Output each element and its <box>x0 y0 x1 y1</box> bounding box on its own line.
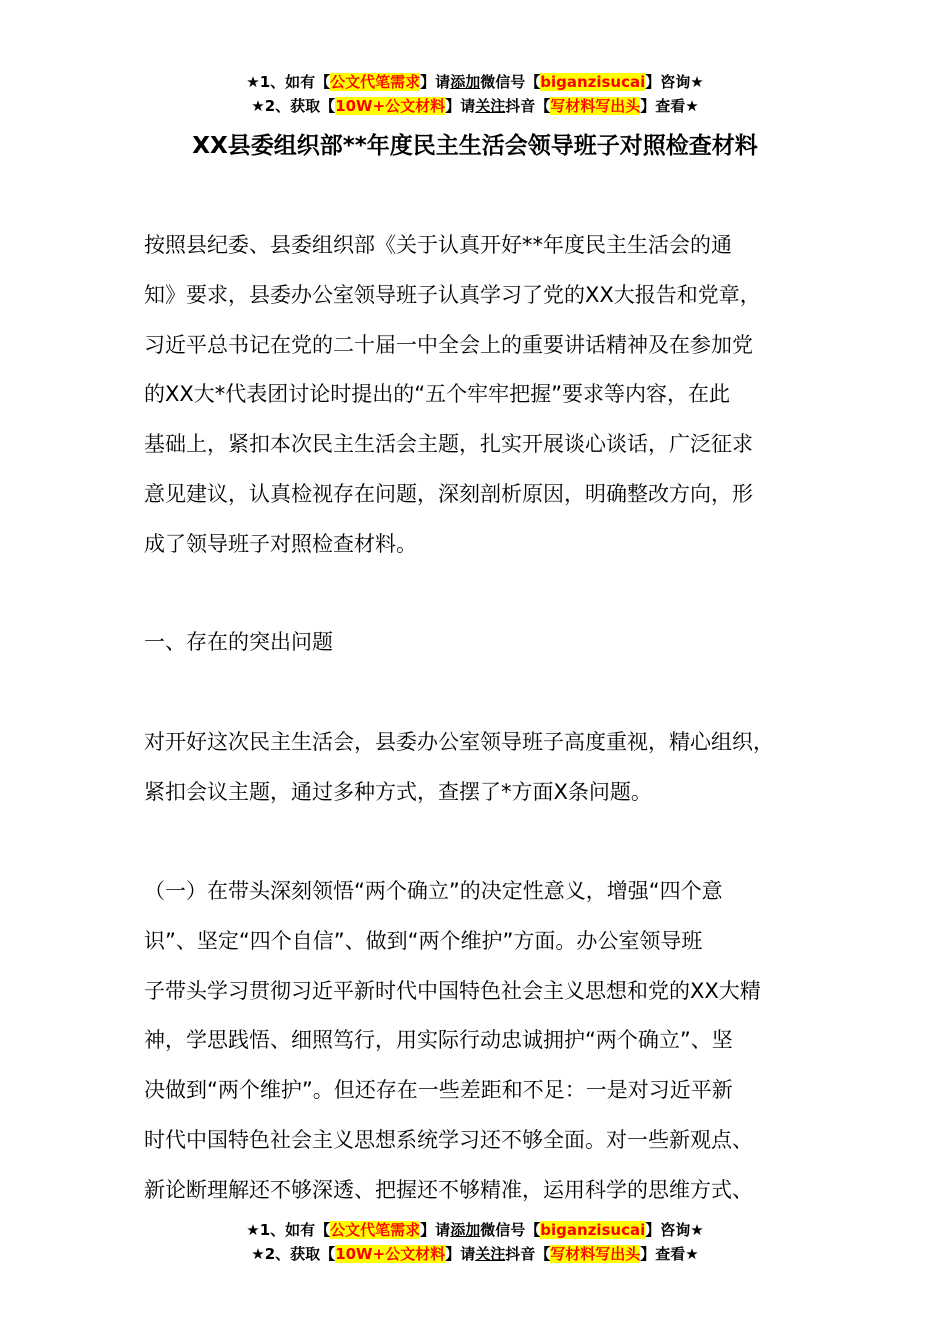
promo-line-2 <box>0 1242 950 1266</box>
promo-text: 】请 <box>445 1245 476 1263</box>
underlined-add: 添加 <box>450 1221 481 1239</box>
paragraph-summary <box>144 718 824 818</box>
text-line: 习近平总书记在党的二十届一中全会上的重要讲话精神及在参加党 <box>144 332 753 357</box>
promo-text: 2、获取【 <box>264 1245 336 1263</box>
promo-text: 】请 <box>420 73 451 91</box>
highlight-service: 公文代笔需求 <box>330 1221 421 1239</box>
text-line: 时代中国特色社会主义思想系统学习还不够全面。对一些新观点、 <box>144 1127 753 1152</box>
document-title: XX县委组织部**年度民主生活会领导班子对照检查材料 <box>192 133 758 159</box>
star-icon: ★ <box>246 1221 260 1239</box>
text-line: 成了领导班子对照检查材料。 <box>144 531 417 556</box>
promo-line-1 <box>0 1218 950 1242</box>
promo-line-2 <box>0 94 950 118</box>
section-heading <box>144 618 824 668</box>
promo-text: 】查看★ <box>640 1245 699 1263</box>
text-line: 神，学思践悟、细照笃行，用实际行动忠诚拥护“两个确立”、坚 <box>144 1028 733 1053</box>
promo-text: 】请 <box>420 1221 451 1239</box>
promo-text: 微信号【 <box>480 1221 541 1239</box>
promo-text: 1、如有【 <box>259 1221 331 1239</box>
highlight-douyin-id: 写材料写出头 <box>550 97 641 115</box>
highlight-wechat-id: biganzisucai <box>540 73 646 91</box>
paragraph-intro <box>144 221 824 570</box>
text-line: 的XX大*代表团讨论时提出的“五个牢牢把握”要求等内容，在此 <box>144 382 731 407</box>
highlight-materials: 10W+公文材料 <box>335 97 446 115</box>
paragraph-issue-1 <box>144 867 824 1216</box>
promo-text: 】咨询★ <box>645 1221 704 1239</box>
highlight-douyin-id: 写材料写出头 <box>550 1245 641 1263</box>
heading-text: 一、存在的突出问题 <box>144 630 333 654</box>
promo-line-1 <box>0 70 950 94</box>
star-icon: ★ <box>251 97 265 115</box>
star-icon: ★ <box>246 73 260 91</box>
text-line: 基础上，紧扣本次民主生活会主题，扎实开展谈心谈话，广泛征求 <box>144 432 753 457</box>
promo-text: 抖音【 <box>505 97 551 115</box>
promo-text: 微信号【 <box>480 73 541 91</box>
text-line: 知》要求，县委办公室领导班子认真学习了党的XX大报告和党章， <box>144 282 761 307</box>
underlined-follow: 关注 <box>475 1245 506 1263</box>
promo-banner-top <box>0 70 950 118</box>
highlight-materials: 10W+公文材料 <box>335 1245 446 1263</box>
text-line: 新论断理解还不够深透、把握还不够精准，运用科学的思维方式、 <box>144 1177 753 1202</box>
promo-text: 2、获取【 <box>264 97 336 115</box>
underlined-add: 添加 <box>450 73 481 91</box>
text-line: 识”、坚定“四个自信”、做到“两个维护”方面。办公室领导班 <box>144 928 703 953</box>
underlined-follow: 关注 <box>475 97 506 115</box>
text-line: 按照县纪委、县委组织部《关于认真开好**年度民主生活会的通 <box>144 233 732 257</box>
highlight-service: 公文代笔需求 <box>330 73 421 91</box>
text-line: （一）在带头深刻领悟“两个确立”的决定性意义，增强“四个意 <box>144 879 723 903</box>
promo-banner-bottom <box>0 1218 950 1266</box>
promo-text: 抖音【 <box>505 1245 551 1263</box>
text-line: 决做到“两个维护”。但还存在一些差距和不足：一是对习近平新 <box>144 1078 733 1103</box>
promo-text: 1、如有【 <box>259 73 331 91</box>
text-line: 子带头学习贯彻习近平新时代中国特色社会主义思想和党的XX大精 <box>144 978 761 1003</box>
text-line: 对开好这次民主生活会，县委办公室领导班子高度重视，精心组织， <box>144 730 774 754</box>
highlight-wechat-id: biganzisucai <box>540 1221 646 1239</box>
star-icon: ★ <box>251 1245 265 1263</box>
promo-text: 】查看★ <box>640 97 699 115</box>
text-line: 紧扣会议主题，通过多种方式，查摆了*方面X条问题。 <box>144 779 652 804</box>
promo-text: 】请 <box>445 97 476 115</box>
promo-text: 】咨询★ <box>645 73 704 91</box>
text-line: 意见建议，认真检视存在问题，深刻剖析原因，明确整改方向，形 <box>144 481 753 506</box>
